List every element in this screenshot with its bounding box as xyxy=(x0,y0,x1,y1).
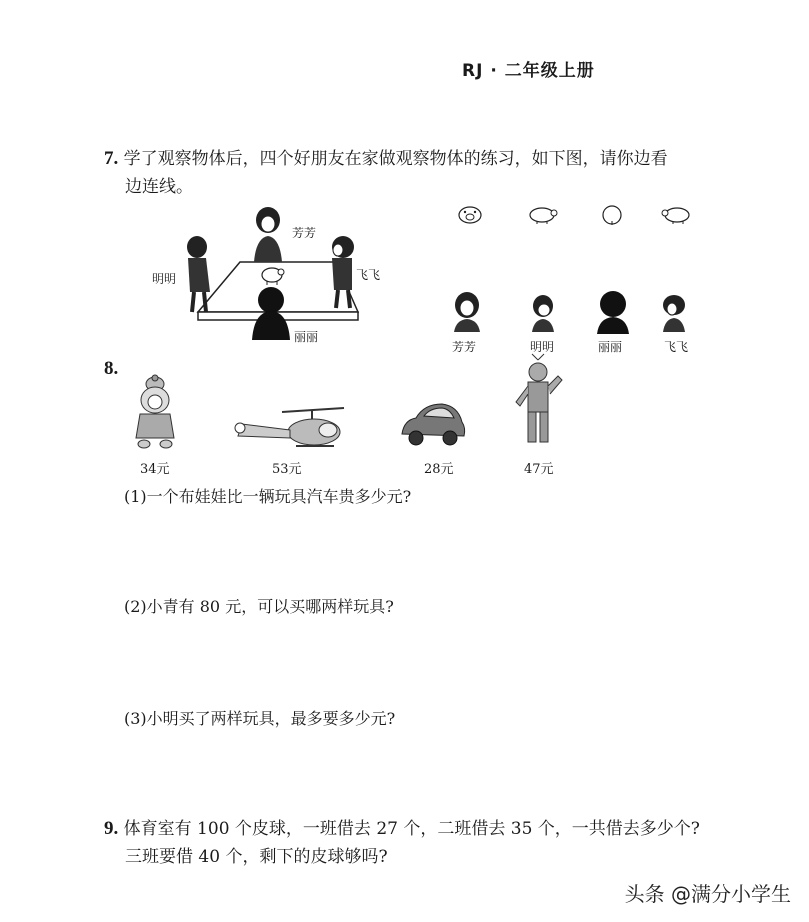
q8-number-row xyxy=(104,356,118,382)
label-lili: 丽丽 xyxy=(294,330,319,344)
q7-text-line1: 学了观察物体后，四个好朋友在家做观察物体的练习，如下图，请你边看 xyxy=(123,149,668,169)
portrait-feifei xyxy=(660,294,688,332)
doll-icon xyxy=(130,374,180,454)
label-feifei: 飞飞 xyxy=(356,268,381,282)
portrait-lili xyxy=(596,290,630,334)
price-helicopter: 53元 xyxy=(272,462,302,477)
view-label-3: 飞飞 xyxy=(664,340,689,354)
label-mingming: 明明 xyxy=(152,272,177,286)
fangfang-figure xyxy=(254,207,282,262)
view-label-0: 芳芳 xyxy=(452,340,477,354)
q8-number: 8. xyxy=(104,358,119,379)
q8-sub3: (3)小明买了两样玩具，最多要多少元? xyxy=(124,709,396,728)
piggy-view-back xyxy=(600,202,624,228)
q9-text-line2: 三班要借 40 个，剩下的皮球够吗? xyxy=(125,847,388,867)
robot-icon xyxy=(510,358,566,454)
portrait-fangfang xyxy=(452,292,482,332)
view-label-1: 明明 xyxy=(530,340,555,354)
piggy-view-side-left xyxy=(660,204,694,226)
price-robot: 47元 xyxy=(524,462,554,477)
view-label-2: 丽丽 xyxy=(598,340,623,354)
mingming-figure xyxy=(187,236,210,312)
car-icon xyxy=(398,400,468,450)
book-tag: RJ · 二年级上册 xyxy=(462,61,595,81)
piggy-view-front xyxy=(456,204,486,226)
q7-text-line2: 边连线。 xyxy=(125,177,193,197)
q9-text-line1: 体育室有 100 个皮球，一班借去 27 个，二班借去 35 个，一共借去多少个? xyxy=(123,819,700,839)
q8-sub1: (1)一个布娃娃比一辆玩具汽车贵多少元? xyxy=(124,487,412,506)
q8-sub2: (2)小青有 80 元，可以买哪两样玩具? xyxy=(124,597,394,616)
piggy-view-side-right xyxy=(526,204,560,226)
price-doll: 34元 xyxy=(140,462,170,477)
helicopter-icon xyxy=(234,406,346,454)
q7-number: 7. xyxy=(104,148,119,169)
q9-number: 9. xyxy=(104,818,119,839)
label-fangfang: 芳芳 xyxy=(292,226,317,240)
q9-line1 xyxy=(104,816,700,842)
q7-line1 xyxy=(104,146,668,172)
watermark: 头条 @满分小学生 xyxy=(624,882,791,906)
portrait-mingming xyxy=(530,294,556,332)
price-car: 28元 xyxy=(424,462,454,477)
